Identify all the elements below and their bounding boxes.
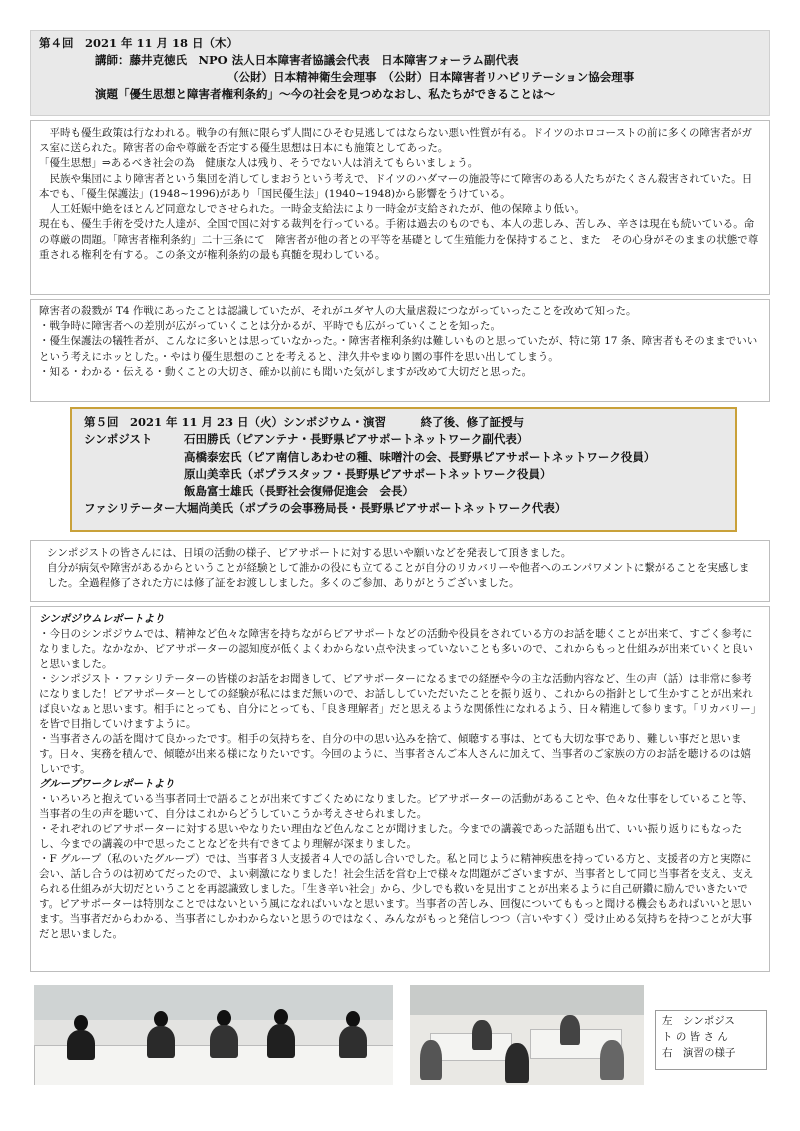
lecture-paragraph: 人工妊娠中絶をほとんど同意なしでさせられた。一時金支給法により一時金が支給されたが、他の保障より低い。 bbox=[49, 203, 585, 216]
facilitator: ファシリテーター大堀尚美氏（ポプラの会事務局長・長野県ピアサポートネットワーク代表） bbox=[84, 501, 567, 516]
person-body bbox=[505, 1043, 529, 1083]
caption-line: 左 シンポジス bbox=[662, 1015, 735, 1027]
workshop-table bbox=[430, 1033, 512, 1061]
session4-header bbox=[30, 30, 770, 116]
session5-header bbox=[70, 407, 737, 532]
panelists-label: シンポジスト bbox=[84, 432, 153, 447]
participant-impressions bbox=[30, 299, 770, 402]
person-body bbox=[339, 1026, 367, 1058]
panelist: 原山美幸氏（ポプラスタッフ・長野県ピアサポートネットワーク役員） bbox=[184, 466, 552, 481]
workshop-photo bbox=[410, 985, 644, 1085]
impression-line: ・戦争時に障害者への差別が広がっていくことは分かるが、平時でも広がっていくことを知った。 bbox=[39, 320, 501, 333]
caption-line: ト の 皆 さ ん bbox=[662, 1030, 728, 1043]
photo-caption bbox=[655, 1010, 767, 1070]
person-body bbox=[472, 1020, 492, 1050]
lecture-summary bbox=[30, 120, 770, 295]
panelist: 高橋泰宏氏（ピア南信しあわせの種、味噌汁の会、長野県ピアサポートネットワーク役員） bbox=[184, 449, 656, 464]
session4-lecturer: 講師：藤井克徳氏 NPO 法人日本障害者協議会代表 日本障害フォーラム副代表 bbox=[95, 53, 519, 68]
person-body bbox=[420, 1040, 442, 1080]
report-item: ・F グループ（私のいたグループ）では、当事者３人支援者４人での話し合いでした。私と同じように精神疾患を持っている方と、支援者の方と実際に会い、話し合うのは初めてだったので、よい刺激になりました！社会生活を営む上で様々な問題がございますが、当事者として同じ当事者を支え、支えられる仕組みが大切だということを再認識致しました。「生き辛い社会」から、少しでも救いを見出すことが出来るように自己研鑽に励んでいきたいです。ピアサポーターは特別なことではないという風になればいいなと思います。当事者の苦しみ、回復についてももっと聞ける機会もあればいいと思います。当事者だからわかる、当事者にしかわからないと思うのではなく、みんながもっと発信しつつ（言いやすく）受け止める気持ちを持つことが大事だと思いました。 bbox=[39, 853, 754, 940]
caption-line: 右 演習の様子 bbox=[662, 1046, 736, 1059]
report-item: ・いろいろと抱えている当事者同士で語ることが出来てすごくためになりました。ピアサポーターの活動があることや、色々な仕事をしていること等、当事者の生の声を聴いて、自分はこれからどうしていこうか考えさせられました。 bbox=[39, 793, 753, 820]
person-head bbox=[74, 1015, 88, 1031]
impression-line: ・知る・わかる・伝える・動くことの大切さ、確か以前にも聞いた気がしますが改めて大切だと思った。 bbox=[39, 365, 533, 378]
session5-date: 第５回 2021 年 11 月 23 日（火）シンポジウム・演習 終了後、修了証授与 bbox=[84, 415, 525, 429]
person-body bbox=[210, 1025, 238, 1058]
impression-line: ・優生保護法の犠牲者が、こんなに多いとは思っていなかった。・障害者権利条約は難しいものと思っていたが、特に第 17 条、障害者もそのままでいいという考えにホッとした。・やはり優生思想のことを考えると、津久井やまゆり園の事件を思い出してしまう。 bbox=[39, 335, 758, 363]
report-item: ・今日のシンポジウムでは、精神など色々な障害を持ちながらピアサポートなどの活動や役員をされている方のお話を聴くことが出来て、すごく参考になりました。なかなか、ピアサポーターの認知度が低くよくわからない点や決まっていないことも多いので、これからもっと仕組みが出来ていくと良いと思いました。 bbox=[39, 628, 753, 670]
person-body bbox=[560, 1015, 580, 1045]
groupwork-report-title: グループワークレポートより bbox=[39, 778, 175, 790]
impression-line: 障害者の殺戮が T4 作戦にあったことは認識していたが、それがユダヤ人の大量虐殺につながっていったことを改めて知った。 bbox=[39, 305, 637, 317]
person-head bbox=[346, 1011, 360, 1027]
report-item: ・それぞれのピアサポーターに対する思いやなりたい理由など色んなことが聞けました。今までの講義であった話題も出て、いい振り返りにもなったし、今までの講義の中で思ったことなどを共有できてより理解が深まりました。 bbox=[39, 823, 743, 850]
symposium-panelists-photo bbox=[34, 985, 393, 1085]
intro-line: シンポジストの皆さんには、日頃の活動の様子、ピアサポートに対する思いや願いなどを発表して頂きました。 bbox=[47, 547, 572, 559]
person-body bbox=[600, 1040, 624, 1080]
symposium-intro bbox=[30, 540, 770, 602]
person-body bbox=[147, 1026, 175, 1058]
person-head bbox=[217, 1010, 231, 1026]
panelist: 石田勝氏（ピアンテナ・長野県ピアサポートネットワーク副代表） bbox=[184, 432, 529, 447]
panelist: 飯島富士雄氏（長野社会復帰促進会 会長） bbox=[184, 484, 414, 498]
session4-topic: 演題「優生思想と障害者権利条約」～今の社会を見つめなおし、私たちができることは～ bbox=[95, 87, 555, 102]
lecture-paragraph: 平時も優生政策は行なわれる。戦争の有無に限らず人間にひそむ見逃してはならない悪い性質が有る。ドイツのホロコーストの前に多くの障害者がガス室に送られた。障害者の命や尊厳を否定する優生思想は日本にも施策としてあった。 bbox=[39, 127, 752, 155]
report-item: ・当事者さんの話を聞けて良かったです。相手の気持ちを、自分の中の思い込みを捨て、傾聴する事は、とても大切な事であり、難しい事だと思います。日々、実務を積んで、傾聴が出来る様になりたいです。今回のように、当事者さんご本人さんに加えて、当事者のご家族の方のお話を聴けるのは嬉しいです。 bbox=[39, 733, 751, 775]
person-body bbox=[67, 1030, 95, 1060]
person-head bbox=[274, 1009, 288, 1025]
report-item: ・シンポジスト・ファシリテーターの皆様のお話をお聞きして、ピアサポーターになるまでの経歴や今の主な活動内容など、生の声（話）は非常に参考になりました！ピアサポーターとしての経験が私にはまだ無いので、お話ししていただいたことを振り返り、これからの指針として生かすことが出来れば良いなぁと思います。相手にとっても、自分にとっても、「良き理解者」だと思えるような関係性になれるよう、日々精進して参ります。「リカバリー」を皆で目指していけますように。 bbox=[39, 673, 757, 730]
intro-line: 自分が病気や障害があるからということが経験として誰かの役にも立てることが自分のリカバリーや他者へのエンパワメントに繋がることを実感しました。全過程修了された方には修了証をお渡ししました。多くのご参加、ありがとうございました。 bbox=[47, 562, 750, 590]
lecture-paragraph: 現在も、優生手術を受けた人達が、全国で国に対する裁判を行っている。手術は過去のものでも、本人の悲しみ、苦しみ、辛さは現在も続いている。命の尊厳の問題。「障害者権利条約」二十三条にて 障害者が他の者との平等を基礎として生殖能力を保持すること、また その心身がそのままの状態で尊重される権利を有する。この条文が権利条約の最も真髄を現わしている。 bbox=[39, 218, 759, 261]
session4-lecturer-roles: （公財）日本精神衛生会理事 （公財）日本障害者リハビリテーション協会理事 bbox=[227, 70, 635, 85]
session4-date: 第４回 2021 年 11 月 18 日（木） bbox=[39, 36, 239, 50]
symposium-report-title: シンポジウムレポートより bbox=[39, 613, 165, 625]
reports bbox=[30, 606, 770, 972]
person-head bbox=[154, 1011, 168, 1027]
person-body bbox=[267, 1024, 295, 1058]
lecture-paragraph: 民族や集団により障害者という集団を消してしまおうという考えで、ドイツのハダマーの施設等にて障害のある人たちがたくさん殺害されていた。日本でも、「優生保護法」(1948~1996)があり「国民優生法」(1940~1948)から影響をうけている。 bbox=[39, 172, 753, 200]
lecture-paragraph: 「優生思想」⇒あるべき社会の為 健康な人は残り、そうでない人は消えてもらいましょう。 bbox=[39, 157, 479, 170]
